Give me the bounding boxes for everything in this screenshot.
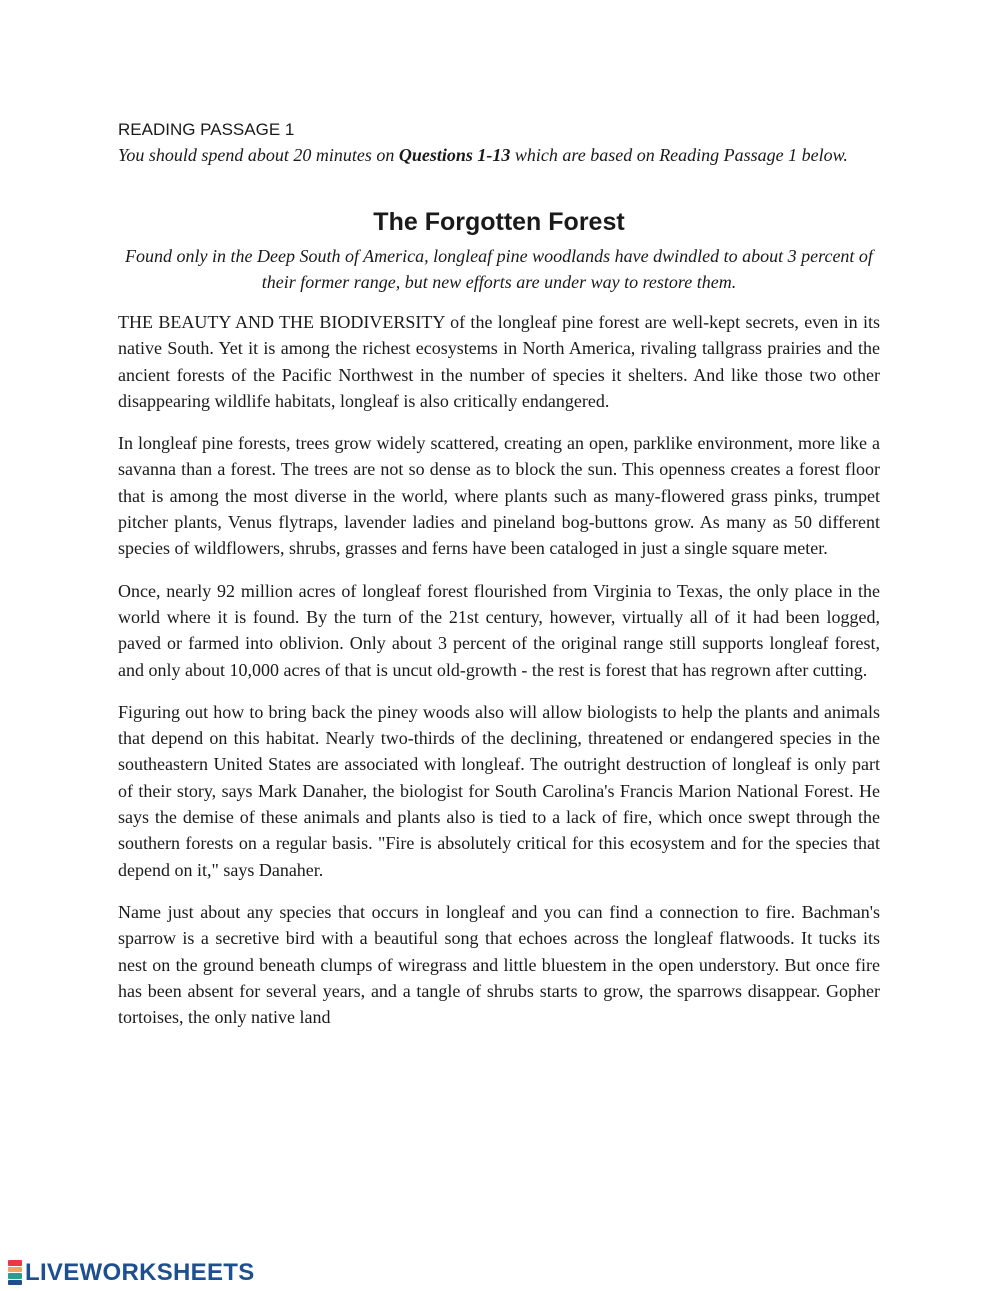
article-title: The Forgotten Forest bbox=[373, 208, 625, 236]
section-label: READING PASSAGE 1 bbox=[118, 120, 295, 139]
logo-bar-green bbox=[8, 1273, 22, 1279]
paragraph-3: Once, nearly 92 million acres of longleaf forest flourished from Virginia to Texas, the only place in the world where it is found. By the turn of the 21st century, however, virtually all of it had been logged, paved or farmed into oblivion. Only about 3 percent of the original range still supports longleaf forest, and only about 10,000 acres of that is uncut old-growth - the rest is forest that has regrown after cutting. bbox=[118, 580, 880, 680]
worksheet-page bbox=[118, 118, 880, 1046]
paragraph-4: Figuring out how to bring back the piney woods also will allow biologists to help the plants and animals that depend on this habitat. Nearly two-thirds of the declining, threatened or endangered species in the southeastern United States are associated with longleaf. The outright destruction of longleaf is only part of their story, says Mark Danaher, the biologist for South Carolina's Francis Marion National Forest. He says the demise of these animals and plants also is tied to a lack of fire, which once swept through the southern forests on a regular basis. "Fire is absolutely critical for this ecosystem and for the species that depend on it," says Danaher. bbox=[118, 701, 880, 880]
instructions bbox=[118, 142, 880, 169]
logo-icon bbox=[8, 1260, 22, 1286]
instructions-text-start: You should spend about 20 minutes on bbox=[118, 145, 399, 165]
logo-bar-orange bbox=[8, 1267, 22, 1273]
instructions-text-end: which are based on Reading Passage 1 below. bbox=[510, 145, 848, 165]
paragraph-2: In longleaf pine forests, trees grow widely scattered, creating an open, parklike environment, more like a savanna than a forest. The trees are not so dense as to block the sun. This openness creates a forest floor that is among the most diverse in the world, where plants such as many-flowered grass pinks, trumpet pitcher plants, Venus flytraps, lavender ladies and pineland bog-buttons grow. As many as 50 different species of wildflowers, shrubs, grasses and ferns have been cataloged in just a single square meter. bbox=[118, 433, 880, 559]
liveworksheets-logo[interactable] bbox=[8, 1258, 255, 1288]
logo-bar-red bbox=[8, 1260, 22, 1266]
paragraph-1: THE BEAUTY AND THE BIODIVERSITY of the longleaf pine forest are well-kept secrets, even in its native South. Yet it is among the richest ecosystems in North America, rivaling tallgrass prairies and the ancient forests of the Pacific Northwest in the number of species it shelters. And like those two other disappearing wildlife habitats, longleaf is also critically endangered. bbox=[118, 312, 880, 411]
logo-bar-blue bbox=[8, 1280, 22, 1286]
logo-text: LIVEWORKSHEETS bbox=[25, 1259, 255, 1286]
instructions-questions: Questions 1-13 bbox=[398, 145, 511, 165]
paragraph-5: Name just about any species that occurs in longleaf and you can find a connection to fire. Bachman's sparrow is a secretive bird with a beautiful song that echoes across the longleaf flatwoods. It tucks its nest on the ground beneath clumps of wiregrass and little bluestem in the open understory. But once fire has been absent for several years, and a tangle of shrubs starts to grow, the sparrows disappear. Gopher tortoises, the only native land bbox=[118, 901, 880, 1028]
article-subtitle: Found only in the Deep South of America, longleaf pine woodlands have dwindled to about 3 percent of their former range, but new efforts are under way to restore them. bbox=[125, 246, 873, 292]
